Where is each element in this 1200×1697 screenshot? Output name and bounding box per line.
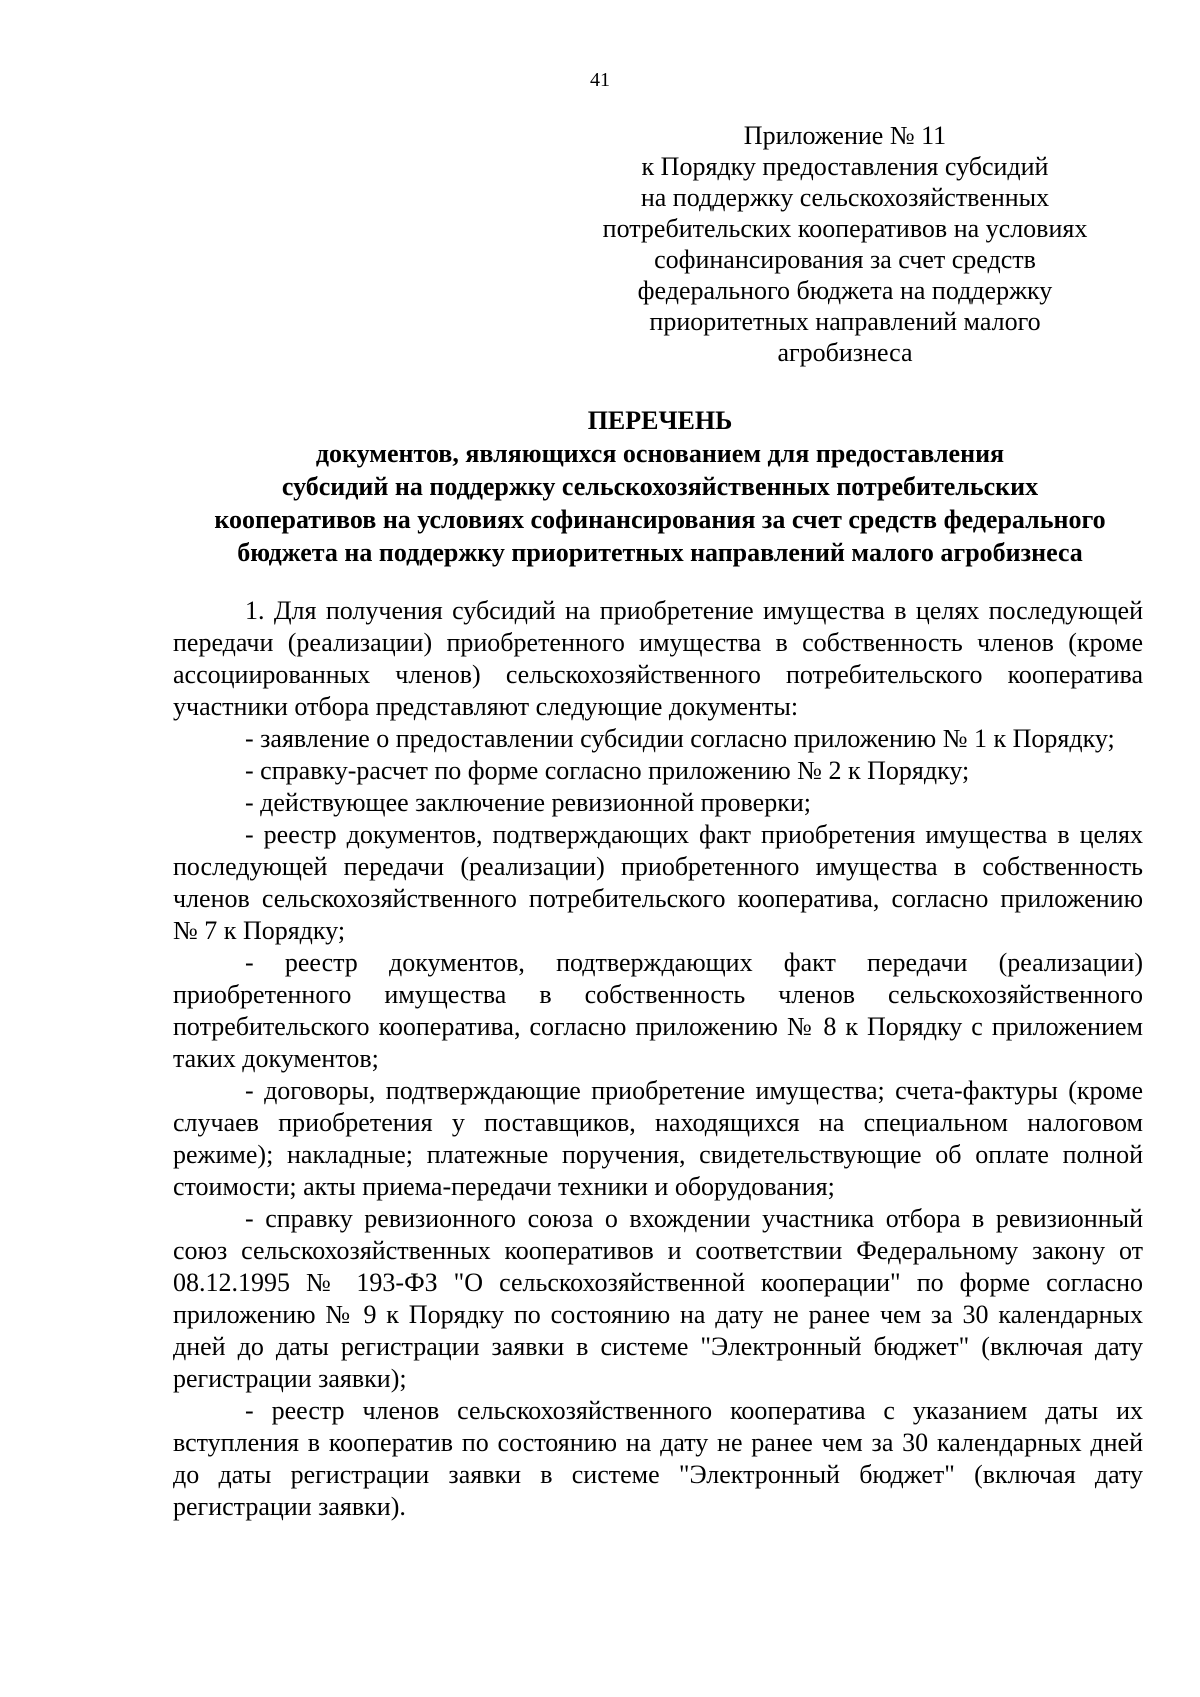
heading-subtitle-line: бюджета на поддержку приоритетных направлений малого агробизнеса bbox=[237, 538, 1083, 567]
heading-subtitle-line: документов, являющихся основанием для предоставления bbox=[315, 439, 1005, 468]
list-item: - реестр членов сельскохозяйственного кооператива с указанием даты их вступления в кооператив по состоянию на дату не ранее чем за 30 календарных дней до даты регистрации заявки в системе "Электронный бюджет" (включая дату регистрации заявки). bbox=[173, 1396, 1143, 1521]
heading-subtitle-line: субсидий на поддержку сельскохозяйственных потребительских bbox=[281, 472, 1039, 501]
page-number: 41 bbox=[590, 69, 610, 91]
body-paragraph: 1. Для получения субсидий на приобретение имущества в целях последующей передачи (реализации) приобретенного имущества в собственность членов (кроме ассоциированных членов) сельскохозяйственного потребительского кооператива участники отбора представляют следующие документы: bbox=[173, 596, 1143, 721]
appendix-line: Приложение № 11 bbox=[743, 121, 947, 150]
appendix-line: приоритетных направлений малого bbox=[649, 307, 1041, 336]
list-item: - справку ревизионного союза о вхождении участника отбора в ревизионный союз сельскохозяйственных кооперативов и соответствии Федеральному закону от 08.12.1995 № 193-ФЗ "О сельскохозяйственной кооперации" по форме согласно приложению № 9 к Порядку по состоянию на дату не ранее чем за 30 календарных дней до даты регистрации заявки в системе "Электронный бюджет" (включая дату регистрации заявки); bbox=[173, 1204, 1143, 1393]
list-item: - договоры, подтверждающие приобретение имущества; счета-фактуры (кроме случаев приобретения у поставщиков, находящихся на специальном налоговом режиме); накладные; платежные поручения, свидетельствующие об оплате полной стоимости; акты приема-передачи техники и оборудования; bbox=[173, 1076, 1143, 1201]
list-item: - реестр документов, подтверждающих факт приобретения имущества в целях последующей передачи (реализации) приобретенного имущества в собственность членов сельскохозяйственного потребительского кооператива, согласно приложению № 7 к Порядку; bbox=[173, 820, 1143, 945]
document-heading bbox=[120, 404, 1200, 569]
list-item: - действующее заключение ревизионной проверки; bbox=[245, 788, 811, 817]
appendix-line: федерального бюджета на поддержку bbox=[637, 276, 1053, 305]
appendix-line: на поддержку сельскохозяйственных bbox=[640, 183, 1050, 212]
heading-title: ПЕРЕЧЕНЬ bbox=[587, 406, 733, 435]
appendix-reference bbox=[565, 120, 1125, 368]
appendix-line: к Порядку предоставления субсидий bbox=[641, 152, 1049, 181]
appendix-line: потребительских кооперативов на условиях bbox=[602, 214, 1088, 243]
list-item: - справку-расчет по форме согласно приложению № 2 к Порядку; bbox=[245, 756, 970, 785]
appendix-line: софинансирования за счет средств bbox=[654, 245, 1036, 274]
list-item: - реестр документов, подтверждающих факт передачи (реализации) приобретенного имущества в собственность членов сельскохозяйственного потребительского кооператива, согласно приложению № 8 к Порядку с приложением таких документов; bbox=[173, 948, 1143, 1073]
document-body bbox=[173, 595, 1143, 1523]
list-item: - заявление о предоставлении субсидии согласно приложению № 1 к Порядку; bbox=[245, 724, 1115, 753]
heading-subtitle-line: кооперативов на условиях софинансирования за счет средств федерального bbox=[214, 505, 1106, 534]
appendix-line: агробизнеса bbox=[777, 338, 913, 367]
